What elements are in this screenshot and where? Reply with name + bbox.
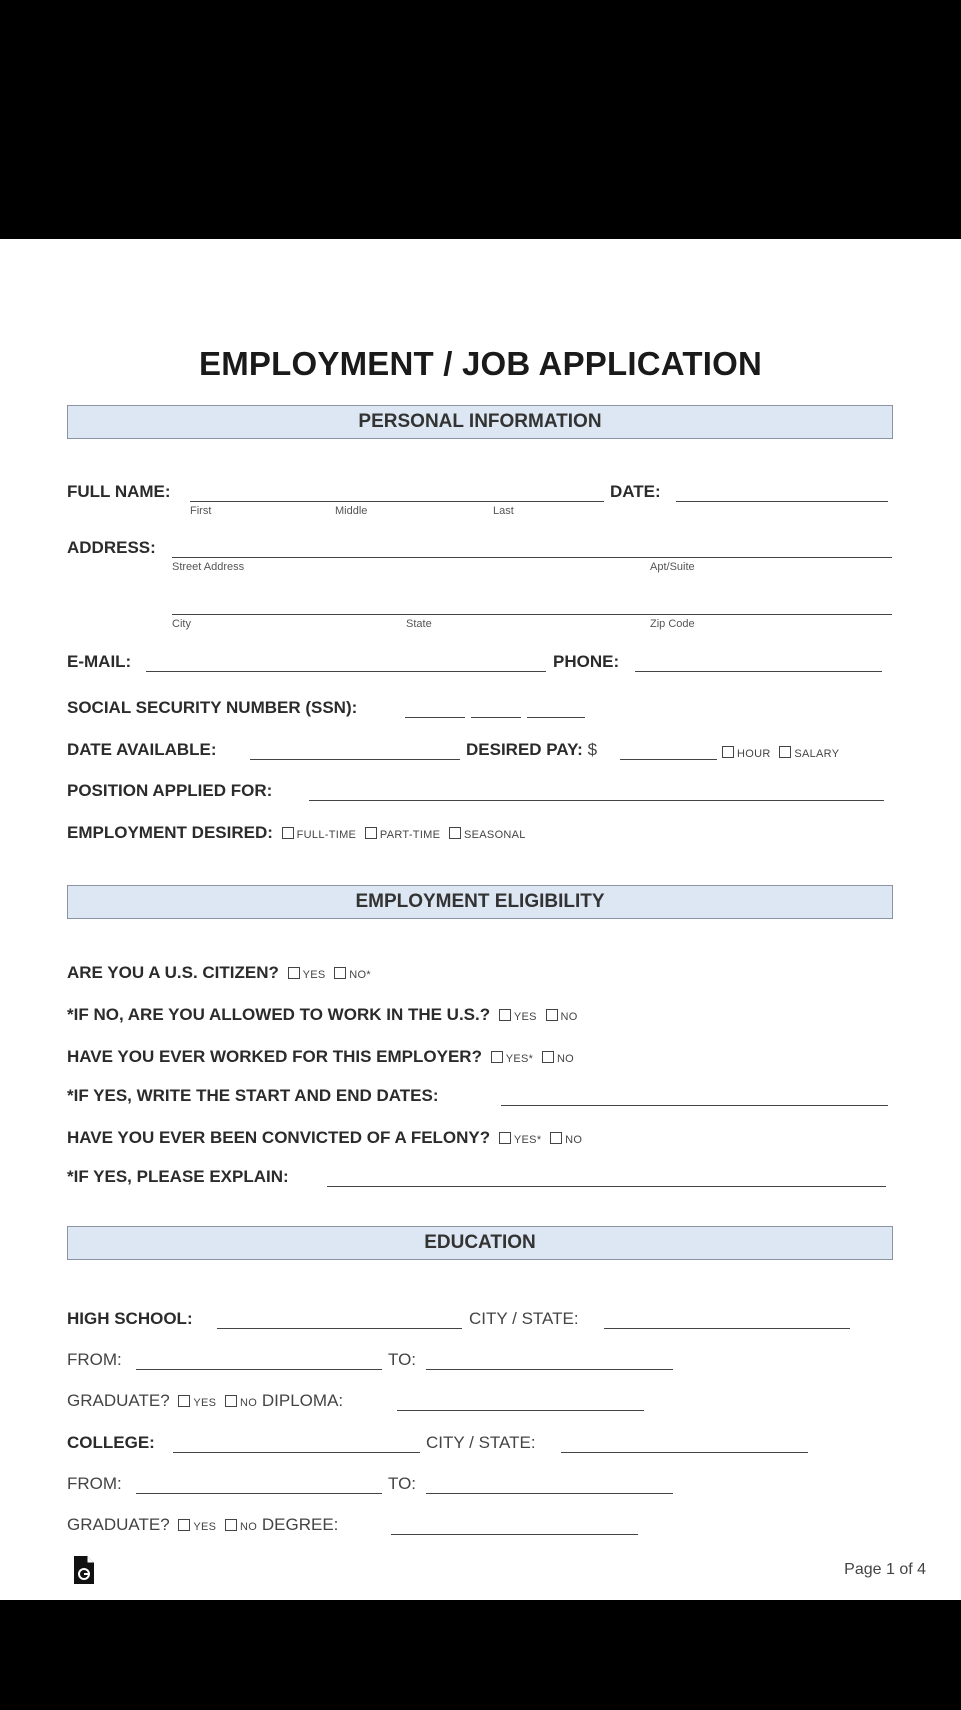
question-us-citizen — [67, 963, 371, 983]
worked-no-checkbox[interactable] — [542, 1051, 554, 1063]
college-graduate-no-checkbox[interactable] — [225, 1519, 237, 1531]
college-city-state-field[interactable] — [561, 1452, 808, 1453]
start-end-dates-field[interactable] — [501, 1105, 888, 1106]
allowed-yes-checkbox[interactable] — [499, 1009, 511, 1021]
hour-label: HOUR — [737, 748, 771, 760]
label-college-to: TO: — [388, 1474, 417, 1493]
date-available-field[interactable] — [250, 759, 460, 760]
allowed-to-work-text: *IF NO, ARE YOU ALLOWED TO WORK IN THE U.S.? — [67, 1005, 491, 1024]
section-header-personal: PERSONAL INFORMATION — [67, 405, 893, 439]
hs-graduate-yes-checkbox[interactable] — [178, 1395, 190, 1407]
high-school-field[interactable] — [217, 1328, 462, 1329]
allowed-yes-label: YES — [513, 1011, 537, 1023]
hour-checkbox[interactable] — [722, 746, 734, 758]
us-citizen-text: ARE YOU A U.S. CITIZEN? — [67, 963, 279, 982]
sublabel-first: First — [190, 505, 212, 517]
label-explain: *IF YES, PLEASE EXPLAIN: — [67, 1167, 289, 1186]
college-graduate-text: GRADUATE? — [67, 1515, 170, 1534]
date-field[interactable] — [676, 501, 888, 502]
label-employment-desired — [67, 823, 526, 843]
worked-yes-checkbox[interactable] — [491, 1051, 503, 1063]
felony-no-checkbox[interactable] — [550, 1132, 562, 1144]
hs-graduate-text: GRADUATE? — [67, 1391, 170, 1410]
email-field[interactable] — [146, 671, 546, 672]
label-college: COLLEGE: — [67, 1433, 155, 1452]
hs-city-state-field[interactable] — [604, 1328, 850, 1329]
label-hs-from: FROM: — [67, 1350, 122, 1369]
citizen-yes-label: YES — [302, 969, 326, 981]
label-date: DATE: — [610, 482, 661, 501]
city-state-zip-field[interactable] — [172, 614, 892, 615]
employment-desired-text: EMPLOYMENT DESIRED: — [67, 823, 273, 842]
label-hs-to: TO: — [388, 1350, 417, 1369]
page-number: Page 1 of 4 — [844, 1561, 926, 1578]
label-hs-city-state: CITY / STATE: — [469, 1309, 579, 1328]
dollar-sign: $ — [587, 740, 598, 759]
label-ssn: SOCIAL SECURITY NUMBER (SSN): — [67, 698, 358, 717]
position-field[interactable] — [309, 800, 884, 801]
label-desired-pay — [466, 740, 597, 760]
document-logo-icon — [73, 1555, 95, 1585]
pay-unit-options — [718, 742, 839, 762]
phone-field[interactable] — [635, 671, 882, 672]
desired-pay-field[interactable] — [620, 759, 717, 760]
label-full-name: FULL NAME: — [67, 482, 171, 501]
label-high-school: HIGH SCHOOL: — [67, 1309, 193, 1328]
page-title: EMPLOYMENT / JOB APPLICATION — [199, 345, 762, 382]
allowed-no-label: NO — [560, 1011, 578, 1023]
street-address-field[interactable] — [172, 557, 892, 558]
diploma-field[interactable] — [397, 1410, 644, 1411]
sublabel-city: City — [172, 618, 191, 630]
hs-graduate-row — [67, 1391, 343, 1411]
hs-from-field[interactable] — [136, 1369, 382, 1370]
worked-no-label: NO — [556, 1053, 575, 1065]
label-address: ADDRESS: — [67, 538, 156, 557]
question-worked-for-employer — [67, 1047, 574, 1067]
college-graduate-yes-label: YES — [193, 1521, 217, 1533]
label-date-available: DATE AVAILABLE: — [67, 740, 217, 759]
desired-pay-text: DESIRED PAY: — [466, 740, 583, 759]
degree-field[interactable] — [391, 1534, 638, 1535]
sublabel-middle: Middle — [335, 505, 368, 517]
section-header-education: EDUCATION — [67, 1226, 893, 1260]
sublabel-last: Last — [493, 505, 514, 517]
sublabel-apt: Apt/Suite — [650, 561, 695, 573]
ssn-part-1[interactable] — [405, 717, 465, 718]
full-time-checkbox[interactable] — [282, 827, 294, 839]
label-start-end-dates: *IF YES, WRITE THE START AND END DATES: — [67, 1086, 439, 1105]
document-page — [0, 239, 961, 1600]
seasonal-checkbox[interactable] — [449, 827, 461, 839]
label-college-from: FROM: — [67, 1474, 122, 1493]
citizen-no-label: NO* — [349, 969, 371, 981]
part-time-checkbox[interactable] — [365, 827, 377, 839]
sublabel-state: State — [406, 618, 432, 630]
question-felony — [67, 1128, 582, 1148]
question-allowed-to-work — [67, 1005, 578, 1025]
ssn-part-3[interactable] — [527, 717, 585, 718]
college-field[interactable] — [173, 1452, 420, 1453]
felony-yes-checkbox[interactable] — [499, 1132, 511, 1144]
label-college-city-state: CITY / STATE: — [426, 1433, 536, 1452]
label-phone: PHONE: — [553, 652, 620, 671]
allowed-no-checkbox[interactable] — [546, 1009, 558, 1021]
worked-yes-label: YES* — [505, 1053, 534, 1065]
sublabel-street: Street Address — [172, 561, 245, 573]
felony-text: HAVE YOU EVER BEEN CONVICTED OF A FELONY? — [67, 1128, 491, 1147]
label-email: E-MAIL: — [67, 652, 132, 671]
salary-label: SALARY — [794, 748, 840, 760]
college-graduate-no-label: NO — [240, 1521, 258, 1533]
college-graduate-row — [67, 1515, 338, 1535]
full-name-field[interactable] — [190, 501, 604, 502]
degree-text: DEGREE: — [261, 1515, 339, 1534]
explain-field[interactable] — [327, 1186, 886, 1187]
ssn-part-2[interactable] — [471, 717, 521, 718]
citizen-yes-checkbox[interactable] — [288, 967, 300, 979]
college-graduate-yes-checkbox[interactable] — [178, 1519, 190, 1531]
felony-yes-label: YES* — [513, 1134, 542, 1146]
hs-graduate-no-checkbox[interactable] — [225, 1395, 237, 1407]
label-position: POSITION APPLIED FOR: — [67, 781, 273, 800]
hs-graduate-no-label: NO — [240, 1397, 258, 1409]
citizen-no-checkbox[interactable] — [334, 967, 346, 979]
salary-checkbox[interactable] — [779, 746, 791, 758]
full-time-label: FULL-TIME — [296, 829, 357, 841]
worked-for-employer-text: HAVE YOU EVER WORKED FOR THIS EMPLOYER? — [67, 1047, 482, 1066]
college-from-field[interactable] — [136, 1493, 382, 1494]
college-to-field[interactable] — [426, 1493, 673, 1494]
hs-to-field[interactable] — [426, 1369, 673, 1370]
felony-no-label: NO — [565, 1134, 583, 1146]
section-header-eligibility: EMPLOYMENT ELIGIBILITY — [67, 885, 893, 919]
part-time-label: PART-TIME — [379, 829, 441, 841]
diploma-text: DIPLOMA: — [261, 1391, 344, 1410]
sublabel-zip: Zip Code — [650, 618, 695, 630]
seasonal-label: SEASONAL — [464, 829, 526, 841]
hs-graduate-yes-label: YES — [193, 1397, 217, 1409]
